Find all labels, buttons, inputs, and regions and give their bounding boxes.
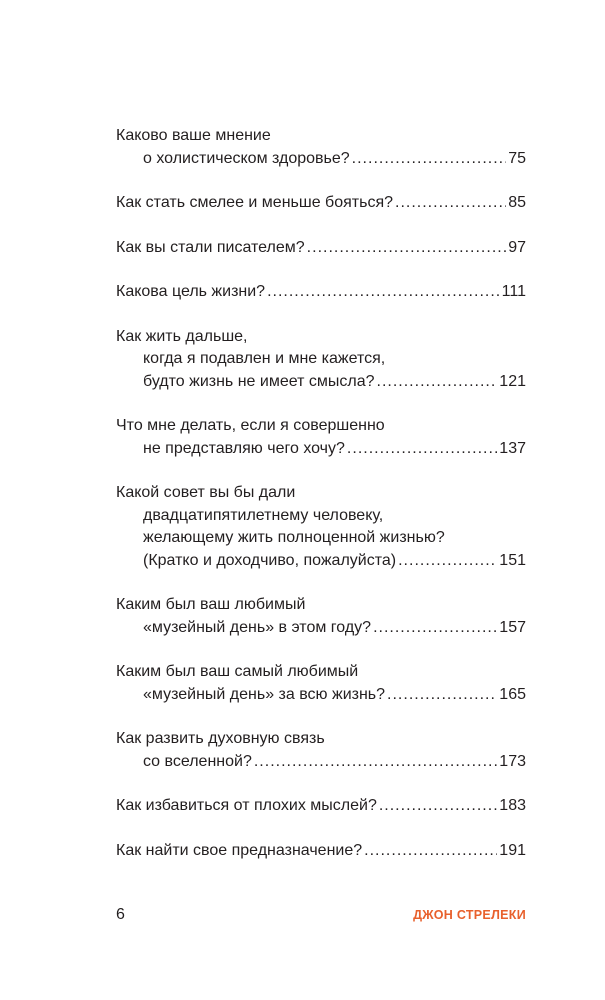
toc-entry: [116, 192, 526, 215]
toc-page-number: 111: [501, 283, 526, 300]
toc-leader-dots: [398, 550, 497, 573]
toc-leader-dots: [307, 237, 507, 260]
toc-leader-dots: [395, 192, 506, 215]
toc-entry: [116, 594, 526, 639]
toc-entry-title: Как вы стали писателем?: [116, 238, 305, 256]
toc-entry-title: Как найти свое предназначение?: [116, 841, 363, 859]
toc-entry-line: Каким был ваш самый любимый: [116, 663, 359, 680]
toc-entry-line: когда я подавлен и мне кажется,: [143, 350, 386, 367]
toc-leader-dots: [352, 148, 507, 171]
toc-entry: [116, 795, 526, 818]
toc-entry-line: [116, 192, 526, 215]
toc-entry: [116, 281, 526, 304]
toc-page-number: 85: [508, 194, 526, 211]
toc-entry: [116, 415, 526, 460]
toc-entry-line: [116, 148, 526, 171]
toc-entry-title: «музейный день» в этом году?: [143, 618, 372, 636]
toc-entry-title: Как стать смелее и меньше бояться?: [116, 194, 393, 211]
toc-leader-dots: [364, 840, 497, 863]
toc-entry: [116, 482, 526, 572]
toc-entry-title: «музейный день» за всю жизнь?: [143, 685, 386, 703]
toc-page-number: 173: [499, 752, 526, 770]
toc-entry-line: [116, 550, 526, 573]
toc-page-number: 75: [508, 149, 526, 167]
toc-entry-line: [116, 237, 526, 260]
page-number: 6: [116, 906, 125, 923]
running-header-author: ДЖОН СТРЕЛЕКИ: [413, 908, 526, 922]
toc-entry-line: [116, 840, 526, 863]
toc-page-number: 183: [499, 797, 526, 814]
toc-page-number: 121: [499, 372, 526, 390]
toc-entry-title: будто жизнь не имеет смысла?: [143, 372, 375, 390]
toc-entry: [116, 237, 526, 260]
toc-entry-title: Какова цель жизни?: [116, 283, 266, 300]
toc-entry-line: Как развить духовную связь: [116, 730, 325, 747]
toc-entry-line: [116, 751, 526, 774]
toc-leader-dots: [347, 438, 497, 461]
toc-leader-dots: [387, 684, 497, 707]
toc-entry: [116, 326, 526, 394]
toc-entry-line: Какой совет вы бы дали: [116, 484, 296, 501]
toc-page-number: 191: [499, 841, 526, 859]
toc-entry-title: не представляю чего хочу?: [143, 439, 345, 457]
toc-entry-line: [116, 684, 526, 707]
toc-page-number: 165: [499, 685, 526, 703]
toc-entry-line: [116, 617, 526, 640]
toc-page-number: 97: [508, 238, 526, 256]
toc-entry-line: желающему жить полноценной жизнью?: [143, 529, 445, 546]
toc-entry-line: двадцатипятилетнему человеку,: [143, 506, 384, 524]
toc-entry-line: Каково ваше мнение: [116, 127, 271, 144]
toc-entry-title: о холистическом здоровье?: [143, 149, 350, 167]
toc-entry-title: Как избавиться от плохих мыслей?: [116, 797, 377, 814]
toc-leader-dots: [379, 795, 497, 818]
toc-entry: [116, 125, 526, 170]
toc-entry-line: Каким был ваш любимый: [116, 596, 306, 613]
toc-entry-line: Как жить дальше,: [116, 327, 248, 345]
toc-entry: [116, 840, 526, 863]
toc-entry-line: Что мне делать, если я совершенно: [116, 417, 385, 434]
toc-entry-title: со вселенной?: [143, 752, 252, 770]
toc-entry-line: [116, 795, 526, 818]
toc-page-number: 157: [499, 618, 526, 636]
toc-entry: [116, 661, 526, 706]
toc-leader-dots: [267, 281, 500, 304]
toc-entry-line: [116, 281, 526, 304]
toc-entry-line: [116, 438, 526, 461]
toc-entry-title: (Кратко и доходчиво, пожалуйста): [143, 551, 397, 569]
toc-leader-dots: [373, 617, 497, 640]
toc-entry: [116, 728, 526, 773]
toc-leader-dots: [377, 371, 498, 394]
toc-leader-dots: [254, 751, 497, 774]
toc-entry-line: [116, 371, 526, 394]
toc-page-number: 137: [499, 439, 526, 457]
table-of-contents: [116, 125, 526, 884]
toc-page-number: 151: [499, 551, 526, 569]
